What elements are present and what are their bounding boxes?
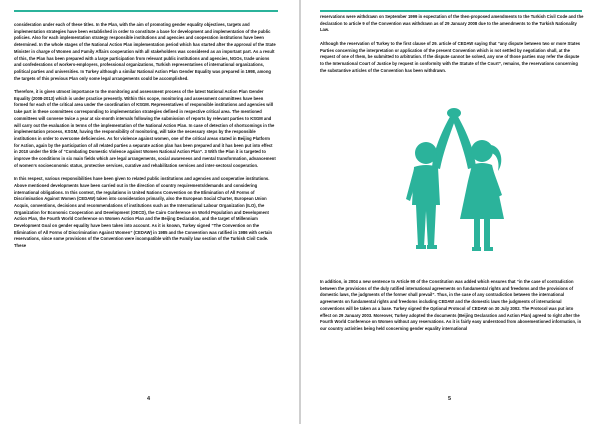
right-paragraph: In addition, in 2004 a new sentence to Article 90 of the Constitution was added which ensures that “in the case of contradiction between the provisions of the duly ratified international agreements on fundamental rights and freedoms and the provisions of domestic laws, the judgments of the former shall prevail”. Thus, in the case of any contradiction between the international agreements on fundamental rights and freedoms including CEDAW and the domestic laws the judgments of international conventions will be taken as a base. Turkey signed the Optional Protocol of CEDAW on 30 July 2002. The Protocol was put into effect on 29 January 2003. Moreover, Turkey adopted the documents (Beijing Declaration and Action Plan) agreed to right after the Fourth World Conference on Women without any reservations. As it is fairly easy understood from abovementioned information, in our country activities being held concerning gender equality international	[320, 279, 582, 331]
right-paragraph: Although the reservation of Turkey to the first clause of 29. article of CEDAW saying that “any dispute between two or more States Parties concerning the interpretation or application of the present Convention which is not settled by negotiation shall, at the request of one of them, be submitted to arbitration. If the dispute cannot be solved, any one of those parties may refer the dispute to the International Court of Justice by request in conformity with the Statute of the Court”, remains, the reservations concerning the substantive articles of the Convention has been withdrawn.	[320, 40, 581, 73]
right-page-top-rule	[320, 10, 582, 12]
page-number: 4	[147, 396, 151, 402]
left-page-body	[14, 22, 276, 250]
left-paragraph: In this respect, various responsibilities have been given to related public institutions and agencies and cooperative institutions. Above mentioned developments have been carried out in the direction of country requirements/demands and considering international obligations. In this context, the regulations in United Nations Convention on the Elimination of All Forms of Discrimination Against Women (CEDAW) taken into consideration primarily, also the European Social Charter, European Union Acquis, conventions, decisions and recommendations of institutions such as the International Labour Organization (ILO), the Organization for Economic Cooperation and Development (OECD), the Cairo Conference on World Population and Development Action Plan, the Fourth World Conference on Women Action Plan and the Beijing Declaration, and the target of Millennium Development Goal on gender equality have been taken into account. As it is known, Turkey signed “The Convention on the Elimination of All Forms of Discrimination Against Women” (CEDAW) in 1985 and the Convention was ratified in 1986 with certain reservations, since some provisions of the Convention were incompatible with the Family law section of the Turkish Civil Code. These	[14, 176, 273, 249]
page-number: 5	[448, 396, 452, 402]
right-page-bottom-body	[320, 279, 584, 333]
left-page	[0, 0, 299, 424]
right-page-top-body	[320, 14, 584, 74]
boy-and-girl-high-five-illustration	[394, 107, 514, 259]
left-paragraph: consideration under each of these titles. In the Plan, with the aim of promoting gender equality objectives, targets and implementation strategies have been established in order to constitute a base for development and implementation of the public policies. Also for each implementation strategy responsible institutions and agencies and cooperation institutions have been determined. In the whole stages of the National Action Plan implementation period which has started after the approval of the State Minister in charge of Women and Family Affairs cooperation with all stakeholders was considered as an important part. As a result of this, the Plan has been prepared with a large participation from relevant public institutions and agencies, NGOs, trade unions and confederations of workers-employers, professional organizations, Turkish representatives of international organizations, political parties and universities. In Turkey although a similar National Action Plan Gender Equality was prepared in 1998, among the targets of this previous Plan only some legal arrangements could be accomplished.	[14, 22, 276, 81]
left-page-top-rule	[14, 10, 278, 12]
right-paragraph: reservations were withdrawn on September 1999 in expectation of the then-proposed amendments to the Turkish Civil Code and the declaration to article 9 of the Convention was withdrawn as of 29 January 2008 due to the amendments to the Turkish Nationality Law.	[320, 14, 584, 33]
right-page	[301, 0, 600, 424]
left-paragraph: Therefore, it is given utmost importance to the monitoring and assessment process of the latest National Action Plan Gender Equality (2008-2013) which is under practice presently. Within this scope, monitoring and assessment committees have been formed for each of the critical area under the coordination of KSGM. Representatives of responsible institutions and agencies will take part in these committees corresponding to implementation strategies defined in respective critical area. The mentioned committees will convene twice a year at six-month intervals following the submission of reports by relevant parties to KSGM and will carry out the evaluation in terms of the implementation of the National Action Plan. In case of detection of shortcomings in the implementation process, KSGM, having the responsibility of monitoring, will take the necessary steps by the responsible institutions in order to overcome deficiencies. As for violence against women, one of the critical areas stated in Beijing Platform for Action, again by the participation of all related parties a separate action plan has been prepared and it has been put into effect in 2010 under the title of “Combating Domestic Violence against Women National Action Plan”. 3 With the Plan it is targeted to improve the conditions in six main fields which are legal arrangements, social awareness and mental transformation, advancement of women’s socioeconomic status, protective services, curative and rehabilitation services and inter-sectoral cooperation.	[14, 89, 276, 168]
